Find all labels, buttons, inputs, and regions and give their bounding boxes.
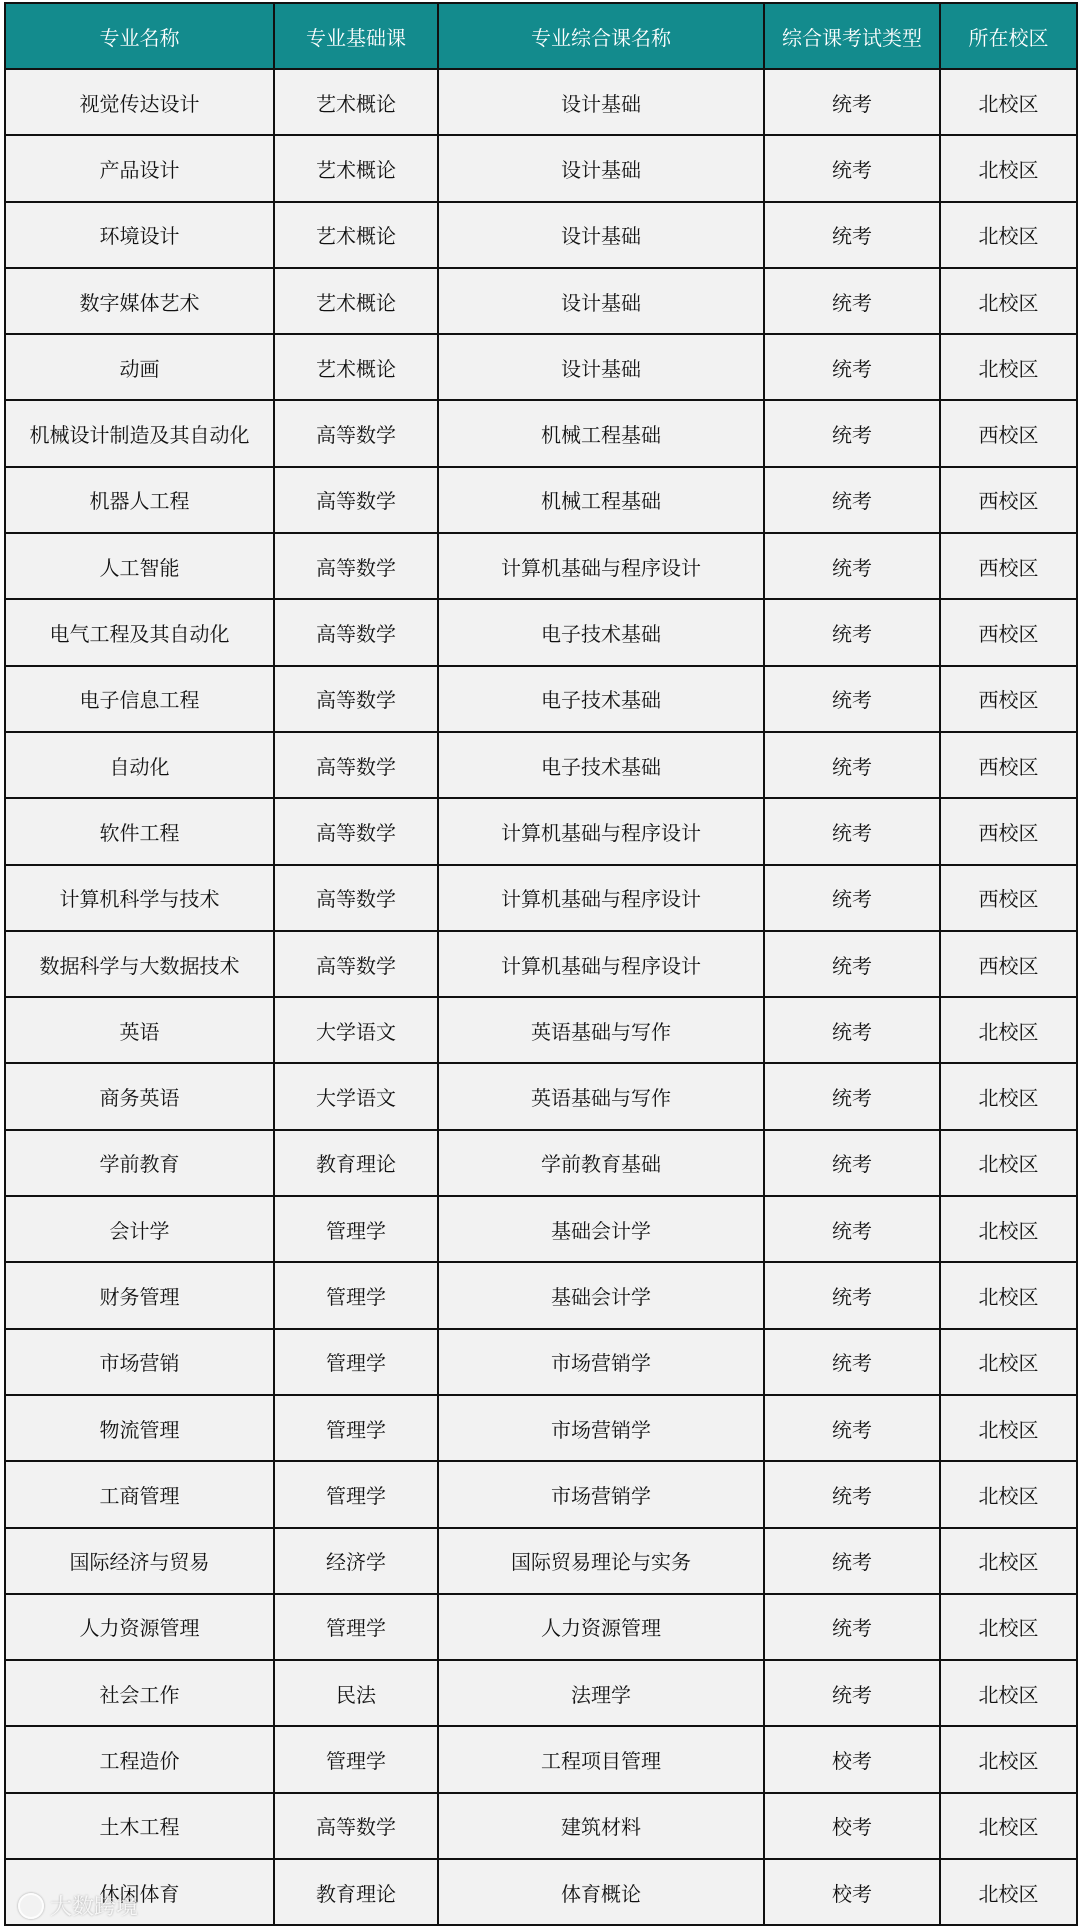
cell-major-name: 自动化 — [5, 732, 274, 798]
cell-comprehensive-course: 学前教育基础 — [438, 1130, 764, 1196]
cell-campus: 北校区 — [940, 135, 1077, 201]
cell-major-name: 社会工作 — [5, 1660, 274, 1726]
cell-exam-type: 统考 — [764, 1196, 940, 1262]
cell-foundation-course: 高等数学 — [274, 1793, 438, 1859]
cell-major-name: 英语 — [5, 997, 274, 1063]
cell-comprehensive-course: 英语基础与写作 — [438, 1063, 764, 1129]
cell-comprehensive-course: 计算机基础与程序设计 — [438, 798, 764, 864]
watermark-logo-icon — [18, 1893, 44, 1919]
cell-major-name: 商务英语 — [5, 1063, 274, 1129]
table-row — [5, 1859, 1077, 1925]
cell-exam-type: 统考 — [764, 135, 940, 201]
cell-campus: 北校区 — [940, 202, 1077, 268]
cell-major-name: 软件工程 — [5, 798, 274, 864]
cell-campus: 北校区 — [940, 1528, 1077, 1594]
cell-comprehensive-course: 电子技术基础 — [438, 732, 764, 798]
table-row — [5, 1130, 1077, 1196]
cell-foundation-course: 艺术概论 — [274, 268, 438, 334]
table-row — [5, 798, 1077, 864]
cell-comprehensive-course: 建筑材料 — [438, 1793, 764, 1859]
cell-exam-type: 统考 — [764, 666, 940, 732]
cell-foundation-course: 高等数学 — [274, 732, 438, 798]
watermark — [18, 1890, 138, 1921]
cell-foundation-course: 艺术概论 — [274, 202, 438, 268]
cell-exam-type: 统考 — [764, 865, 940, 931]
cell-foundation-course: 管理学 — [274, 1329, 438, 1395]
cell-major-name: 工程造价 — [5, 1726, 274, 1792]
cell-foundation-course: 管理学 — [274, 1196, 438, 1262]
table-row — [5, 997, 1077, 1063]
cell-major-name: 机械设计制造及其自动化 — [5, 400, 274, 466]
cell-exam-type: 统考 — [764, 1594, 940, 1660]
cell-campus: 北校区 — [940, 1594, 1077, 1660]
cell-major-name: 电子信息工程 — [5, 666, 274, 732]
table-row — [5, 334, 1077, 400]
cell-campus: 北校区 — [940, 1262, 1077, 1328]
cell-exam-type: 统考 — [764, 400, 940, 466]
cell-comprehensive-course: 计算机基础与程序设计 — [438, 533, 764, 599]
cell-exam-type: 统考 — [764, 1461, 940, 1527]
table-row — [5, 135, 1077, 201]
cell-campus: 西校区 — [940, 732, 1077, 798]
cell-foundation-course: 大学语文 — [274, 997, 438, 1063]
cell-exam-type: 统考 — [764, 1660, 940, 1726]
cell-comprehensive-course: 电子技术基础 — [438, 666, 764, 732]
cell-comprehensive-course: 市场营销学 — [438, 1461, 764, 1527]
table-body — [5, 69, 1077, 1925]
cell-campus: 北校区 — [940, 1130, 1077, 1196]
cell-foundation-course: 高等数学 — [274, 467, 438, 533]
cell-foundation-course: 高等数学 — [274, 400, 438, 466]
cell-comprehensive-course: 基础会计学 — [438, 1262, 764, 1328]
cell-major-name: 物流管理 — [5, 1395, 274, 1461]
cell-comprehensive-course: 人力资源管理 — [438, 1594, 764, 1660]
cell-exam-type: 统考 — [764, 69, 940, 135]
header-comprehensive-course: 专业综合课名称 — [438, 3, 764, 69]
cell-comprehensive-course: 设计基础 — [438, 202, 764, 268]
table-row — [5, 1793, 1077, 1859]
cell-campus: 北校区 — [940, 334, 1077, 400]
header-row — [5, 3, 1077, 69]
cell-exam-type: 统考 — [764, 533, 940, 599]
cell-major-name: 学前教育 — [5, 1130, 274, 1196]
cell-comprehensive-course: 市场营销学 — [438, 1329, 764, 1395]
table-row — [5, 533, 1077, 599]
cell-major-name: 休闲体育 — [5, 1859, 274, 1925]
majors-table — [4, 2, 1078, 1926]
cell-exam-type: 统考 — [764, 467, 940, 533]
cell-exam-type: 统考 — [764, 1130, 940, 1196]
cell-foundation-course: 管理学 — [274, 1726, 438, 1792]
cell-campus: 北校区 — [940, 268, 1077, 334]
table-row — [5, 69, 1077, 135]
cell-campus: 西校区 — [940, 400, 1077, 466]
table-row — [5, 202, 1077, 268]
header-foundation-course: 专业基础课 — [274, 3, 438, 69]
cell-foundation-course: 高等数学 — [274, 865, 438, 931]
cell-exam-type: 统考 — [764, 798, 940, 864]
cell-campus: 北校区 — [940, 1660, 1077, 1726]
watermark-text: 大数跨境 — [50, 1895, 139, 1920]
cell-exam-type: 统考 — [764, 1262, 940, 1328]
cell-comprehensive-course: 计算机基础与程序设计 — [438, 931, 764, 997]
cell-major-name: 财务管理 — [5, 1262, 274, 1328]
cell-comprehensive-course: 机械工程基础 — [438, 400, 764, 466]
cell-foundation-course: 管理学 — [274, 1395, 438, 1461]
cell-campus: 北校区 — [940, 1793, 1077, 1859]
cell-exam-type: 统考 — [764, 1063, 940, 1129]
cell-major-name: 电气工程及其自动化 — [5, 599, 274, 665]
cell-major-name: 土木工程 — [5, 1793, 274, 1859]
cell-foundation-course: 高等数学 — [274, 599, 438, 665]
cell-comprehensive-course: 设计基础 — [438, 135, 764, 201]
cell-campus: 北校区 — [940, 1726, 1077, 1792]
cell-campus: 西校区 — [940, 865, 1077, 931]
cell-exam-type: 统考 — [764, 1395, 940, 1461]
cell-comprehensive-course: 机械工程基础 — [438, 467, 764, 533]
table-row — [5, 1196, 1077, 1262]
header-major-name: 专业名称 — [5, 3, 274, 69]
table-row — [5, 1660, 1077, 1726]
cell-comprehensive-course: 计算机基础与程序设计 — [438, 865, 764, 931]
cell-foundation-course: 高等数学 — [274, 798, 438, 864]
table-row — [5, 599, 1077, 665]
cell-foundation-course: 高等数学 — [274, 931, 438, 997]
cell-foundation-course: 管理学 — [274, 1461, 438, 1527]
cell-major-name: 国际经济与贸易 — [5, 1528, 274, 1594]
cell-major-name: 市场营销 — [5, 1329, 274, 1395]
cell-comprehensive-course: 体育概论 — [438, 1859, 764, 1925]
cell-comprehensive-course: 电子技术基础 — [438, 599, 764, 665]
cell-major-name: 机器人工程 — [5, 467, 274, 533]
cell-exam-type: 校考 — [764, 1793, 940, 1859]
cell-campus: 西校区 — [940, 931, 1077, 997]
cell-major-name: 计算机科学与技术 — [5, 865, 274, 931]
cell-major-name: 工商管理 — [5, 1461, 274, 1527]
table-row — [5, 268, 1077, 334]
table-row — [5, 1461, 1077, 1527]
cell-foundation-course: 民法 — [274, 1660, 438, 1726]
cell-foundation-course: 艺术概论 — [274, 334, 438, 400]
cell-foundation-course: 经济学 — [274, 1528, 438, 1594]
cell-campus: 西校区 — [940, 533, 1077, 599]
cell-comprehensive-course: 国际贸易理论与实务 — [438, 1528, 764, 1594]
cell-foundation-course: 教育理论 — [274, 1859, 438, 1925]
cell-major-name: 会计学 — [5, 1196, 274, 1262]
header-exam-type: 综合课考试类型 — [764, 3, 940, 69]
cell-major-name: 产品设计 — [5, 135, 274, 201]
cell-major-name: 人工智能 — [5, 533, 274, 599]
cell-exam-type: 统考 — [764, 202, 940, 268]
cell-major-name: 动画 — [5, 334, 274, 400]
cell-campus: 西校区 — [940, 666, 1077, 732]
cell-campus: 北校区 — [940, 69, 1077, 135]
cell-foundation-course: 管理学 — [274, 1594, 438, 1660]
cell-exam-type: 统考 — [764, 268, 940, 334]
cell-foundation-course: 教育理论 — [274, 1130, 438, 1196]
cell-exam-type: 统考 — [764, 1528, 940, 1594]
cell-campus: 北校区 — [940, 1395, 1077, 1461]
cell-exam-type: 统考 — [764, 931, 940, 997]
cell-campus: 北校区 — [940, 1859, 1077, 1925]
cell-campus: 北校区 — [940, 1329, 1077, 1395]
cell-campus: 西校区 — [940, 798, 1077, 864]
cell-foundation-course: 艺术概论 — [274, 69, 438, 135]
table-row — [5, 865, 1077, 931]
cell-campus: 西校区 — [940, 599, 1077, 665]
cell-exam-type: 统考 — [764, 732, 940, 798]
cell-campus: 西校区 — [940, 467, 1077, 533]
table-header — [5, 3, 1077, 69]
cell-comprehensive-course: 基础会计学 — [438, 1196, 764, 1262]
table-row — [5, 1594, 1077, 1660]
cell-foundation-course: 高等数学 — [274, 666, 438, 732]
table-row — [5, 1395, 1077, 1461]
cell-comprehensive-course: 英语基础与写作 — [438, 997, 764, 1063]
cell-foundation-course: 高等数学 — [274, 533, 438, 599]
table-row — [5, 400, 1077, 466]
table-row — [5, 1329, 1077, 1395]
cell-comprehensive-course: 设计基础 — [438, 268, 764, 334]
cell-exam-type: 统考 — [764, 1329, 940, 1395]
table-row — [5, 1063, 1077, 1129]
table-row — [5, 1528, 1077, 1594]
table-row — [5, 666, 1077, 732]
cell-comprehensive-course: 工程项目管理 — [438, 1726, 764, 1792]
cell-comprehensive-course: 设计基础 — [438, 69, 764, 135]
majors-table-container — [4, 2, 1076, 1926]
cell-exam-type: 统考 — [764, 997, 940, 1063]
cell-campus: 北校区 — [940, 997, 1077, 1063]
table-row — [5, 1726, 1077, 1792]
cell-foundation-course: 大学语文 — [274, 1063, 438, 1129]
cell-campus: 北校区 — [940, 1461, 1077, 1527]
cell-comprehensive-course: 设计基础 — [438, 334, 764, 400]
cell-major-name: 数字媒体艺术 — [5, 268, 274, 334]
cell-exam-type: 校考 — [764, 1859, 940, 1925]
cell-comprehensive-course: 市场营销学 — [438, 1395, 764, 1461]
cell-exam-type: 统考 — [764, 599, 940, 665]
cell-major-name: 视觉传达设计 — [5, 69, 274, 135]
cell-major-name: 数据科学与大数据技术 — [5, 931, 274, 997]
table-row — [5, 732, 1077, 798]
cell-major-name: 环境设计 — [5, 202, 274, 268]
cell-exam-type: 统考 — [764, 334, 940, 400]
table-row — [5, 1262, 1077, 1328]
table-row — [5, 931, 1077, 997]
cell-campus: 北校区 — [940, 1063, 1077, 1129]
table-row — [5, 467, 1077, 533]
cell-exam-type: 校考 — [764, 1726, 940, 1792]
cell-foundation-course: 管理学 — [274, 1262, 438, 1328]
cell-foundation-course: 艺术概论 — [274, 135, 438, 201]
cell-comprehensive-course: 法理学 — [438, 1660, 764, 1726]
cell-campus: 北校区 — [940, 1196, 1077, 1262]
header-campus: 所在校区 — [940, 3, 1077, 69]
cell-major-name: 人力资源管理 — [5, 1594, 274, 1660]
